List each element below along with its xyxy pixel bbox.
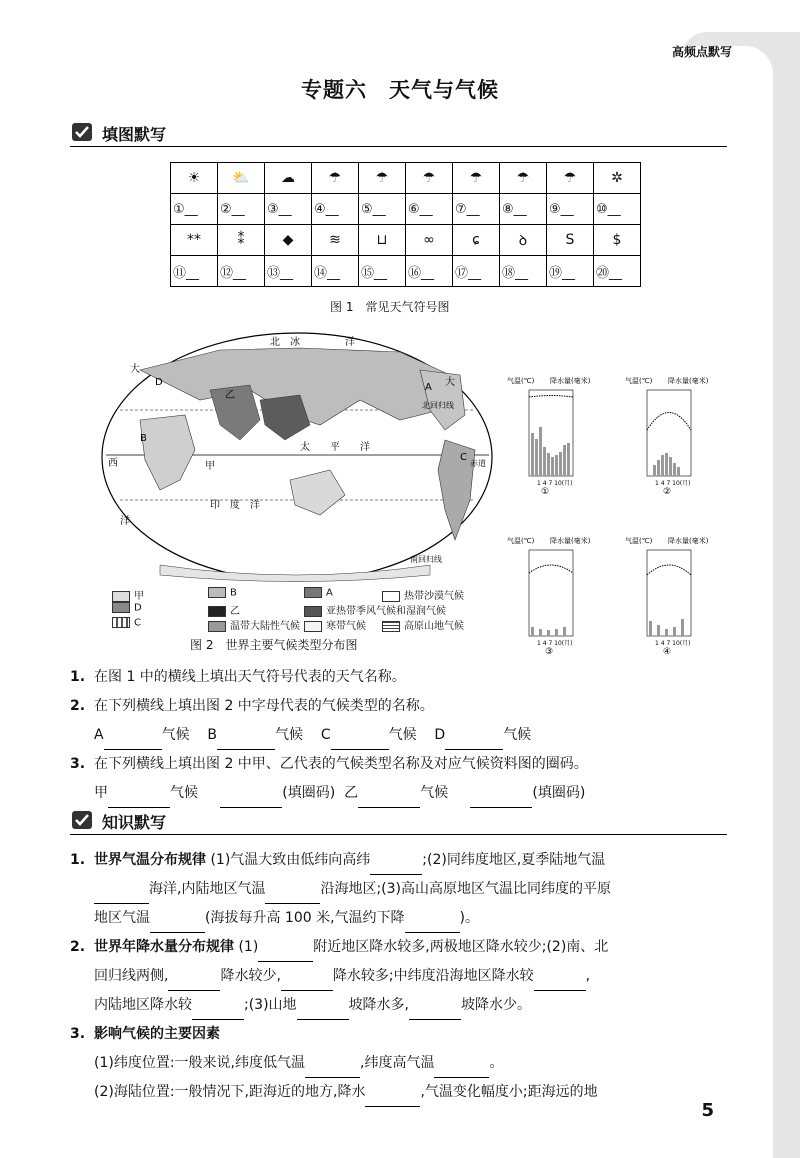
legend-item: 寒带气候	[304, 617, 366, 629]
chart-label: ③	[545, 647, 554, 655]
knowledge-2-cont: 回归线两侧, 降水较少, 降水较多;中纬度沿海地区降水较 ,	[70, 962, 730, 991]
blank-row	[171, 194, 641, 225]
chart-axis-left-title: 气温(℃)	[507, 377, 535, 385]
legend-item: D	[112, 602, 142, 614]
blank-C[interactable]	[331, 733, 389, 750]
blank-k2-3[interactable]	[281, 974, 333, 991]
blank-yi-code[interactable]	[470, 791, 532, 808]
precip-bar	[657, 625, 660, 636]
floating-dust-icon: ⊔	[359, 225, 406, 256]
thunder-shower-icon: ☂	[500, 163, 547, 194]
blank-k2-4[interactable]	[534, 974, 586, 991]
precip-bar	[563, 627, 566, 636]
knowledge-2: 2. 世界年降水量分布规律 (1) 附近地区降水较多,两极地区降水较少;(2)南、北	[70, 933, 730, 962]
blank-k2-6[interactable]	[297, 1003, 349, 1020]
weather-symbol-table	[170, 162, 641, 287]
precip-bar	[661, 455, 664, 476]
section-fill-map	[70, 122, 727, 147]
chart-axis-left-title: 气温(℃)	[625, 537, 653, 545]
chart-axis-left-title: 气温(℃)	[625, 377, 653, 385]
blank-2[interactable]: ②__	[218, 194, 265, 225]
label-C: C	[460, 452, 467, 463]
legend-item: 温带大陆性气候	[208, 617, 300, 629]
header-label: 高频点默写	[671, 45, 732, 59]
label-arctic-ocean: 北 冰	[270, 337, 300, 348]
blank-17[interactable]: ⑰__	[453, 256, 500, 287]
question-1: 1. 在图 1 中的横线上填出天气符号代表的天气名称。	[70, 663, 730, 692]
chart-x-ticks: 1 4 7 10(月)	[655, 640, 691, 647]
chart-axis-right-title: 降水量(毫米)	[668, 537, 709, 545]
knowledge-1-cont2: 地区气温 (海拔每升高 100 米,气温约下降 )。	[70, 904, 730, 933]
label-big-east: 大	[445, 377, 455, 388]
moderate-rain-icon: ☂	[359, 163, 406, 194]
blank-16[interactable]: ⑯__	[406, 256, 453, 287]
legend-item: 乙	[208, 602, 240, 614]
rainstorm-icon: ☂	[453, 163, 500, 194]
question-number: 1.	[70, 669, 86, 685]
blank-7[interactable]: ⑦__	[453, 194, 500, 225]
blank-8[interactable]: ⑧__	[500, 194, 547, 225]
symbol-row	[171, 163, 641, 194]
section-title: 填图默写	[102, 125, 167, 144]
precip-bar	[653, 465, 656, 476]
precip-bar	[665, 453, 668, 476]
precip-bar	[559, 452, 562, 476]
blank-5[interactable]: ⑤__	[359, 194, 406, 225]
precip-bar	[539, 427, 542, 476]
blank-k1-2[interactable]	[94, 887, 149, 904]
knowledge-1: 1. 世界气温分布规律 (1)气温大致由低纬向高纬 ;(2)同纬度地区,夏季陆地气温	[70, 846, 730, 875]
blank-15[interactable]: ⑮__	[359, 256, 406, 287]
blank-k3-1[interactable]	[305, 1061, 360, 1078]
figure2-caption: 图 2 世界主要气候类型分布图	[190, 638, 358, 652]
precip-bar	[551, 457, 554, 476]
label-ocean: 洋	[345, 337, 355, 348]
climate-chart-2	[623, 375, 741, 495]
precip-bar	[567, 443, 570, 476]
heavy-snow-icon: ⁑	[218, 225, 265, 256]
chart-label: ①	[541, 487, 550, 495]
chart-frame	[647, 550, 691, 636]
blank-14[interactable]: ⑭__	[312, 256, 359, 287]
chart-axis-right-title: 降水量(毫米)	[550, 537, 591, 545]
partly-cloudy-icon: ⛅	[218, 163, 265, 194]
blank-18[interactable]: ⑱__	[500, 256, 547, 287]
blank-jia[interactable]	[108, 791, 170, 808]
sun-icon: ☀	[171, 163, 218, 194]
chart-axis-right-title: 降水量(毫米)	[668, 377, 709, 385]
question-3-line: 甲 气候 (填圈码) 乙 气候 (填圈码)	[70, 779, 730, 808]
precip-bar	[539, 629, 542, 636]
legend-item: B	[208, 587, 237, 599]
precip-bar	[673, 463, 676, 476]
cloudy-icon: ☁	[265, 163, 312, 194]
legend-item: 高原山地气候	[382, 617, 464, 629]
label-D: D	[155, 377, 163, 388]
light-snow-icon: ✲	[594, 163, 641, 194]
label-tropic-of-capricorn: 南回归线	[410, 555, 442, 564]
label-ocean-west: 洋	[120, 516, 130, 527]
precip-bar	[543, 447, 546, 476]
question-block	[70, 663, 730, 808]
blank-k2-5[interactable]	[192, 1003, 244, 1020]
question-number: 2.	[70, 698, 86, 714]
blank-20[interactable]: ⑳__	[594, 256, 641, 287]
legend-item: 热带沙漠气候	[382, 587, 464, 599]
checkmark-icon	[72, 811, 92, 829]
blank-3[interactable]: ③__	[265, 194, 312, 225]
hail-icon: ◆	[265, 225, 312, 256]
temperature-curve	[647, 413, 691, 431]
knowledge-3: 3. 影响气候的主要因素	[70, 1026, 220, 1042]
precip-bar	[531, 433, 534, 476]
chart-label: ②	[663, 487, 672, 495]
blank-9[interactable]: ⑨__	[547, 194, 594, 225]
heavy-rain-icon: ☂	[406, 163, 453, 194]
precip-bar	[657, 460, 660, 476]
blank-k2-2[interactable]	[168, 974, 220, 991]
world-climate-map	[100, 330, 495, 583]
page-title: 专题六 天气与气候	[301, 78, 499, 102]
blank-k1-4[interactable]	[150, 916, 205, 933]
precip-bar	[669, 457, 672, 476]
checkmark-icon	[72, 123, 92, 141]
precip-bar	[649, 621, 652, 636]
precip-bar	[547, 630, 550, 636]
question-2: 2. 在下列横线上填出图 2 中字母代表的气候类型的名称。	[70, 692, 730, 721]
label-west: 西	[108, 458, 118, 469]
label-jia: 甲	[205, 461, 215, 472]
moderate-snow-icon: **	[171, 225, 218, 256]
precip-bar	[673, 627, 676, 636]
blank-12[interactable]: ⑫__	[218, 256, 265, 287]
chart-frame	[529, 550, 573, 636]
blank-k3-3[interactable]	[365, 1090, 420, 1107]
blank-19[interactable]: ⑲__	[547, 256, 594, 287]
precip-bar	[535, 439, 538, 476]
symbol-row	[171, 225, 641, 256]
chart-x-ticks: 1 4 7 10(月)	[655, 480, 691, 487]
legend-item: C	[112, 617, 141, 629]
label-pacific: 太 平 洋	[300, 442, 370, 453]
label-equator: 赤道	[470, 459, 486, 468]
chart-x-ticks: 1 4 7 10(月)	[537, 640, 573, 647]
knowledge-block	[70, 846, 730, 1107]
blank-k1-5[interactable]	[405, 916, 460, 933]
temperature-curve	[647, 565, 691, 575]
question-3: 3. 在下列横线上填出图 2 中甲、乙代表的气候类型名称及对应气候资料图的圈码。	[70, 750, 730, 779]
section-title: 知识默写	[102, 813, 167, 832]
precip-bar	[665, 629, 668, 636]
figure1-caption: 图 1 常见天气符号图	[330, 300, 450, 314]
chart-x-ticks: 1 4 7 10(月)	[537, 480, 573, 487]
sleet-icon: ☂	[547, 163, 594, 194]
knowledge-3-item2: (2)海陆位置:一般情况下,距海近的地方,降水 ,气温变化幅度小;距海远的地	[70, 1078, 730, 1107]
blank-jia-code[interactable]	[220, 791, 282, 808]
blank-A[interactable]	[104, 733, 162, 750]
blank-4[interactable]: ④__	[312, 194, 359, 225]
sand-blowing-icon: ꝺ	[500, 225, 547, 256]
question-number: 3.	[70, 756, 86, 772]
sandstorm-icon: S	[547, 225, 594, 256]
precip-bar	[555, 629, 558, 636]
page-number: 5	[701, 1100, 714, 1121]
blank-k2-1[interactable]	[258, 945, 313, 962]
blank-1[interactable]: ①__	[171, 194, 218, 225]
haze-icon: ∞	[406, 225, 453, 256]
knowledge-3-item1: (1)纬度位置:一般来说,纬度低气温 ,纬度高气温 。	[70, 1049, 730, 1078]
blank-D[interactable]	[445, 733, 503, 750]
blank-11[interactable]: ⑪__	[171, 256, 218, 287]
label-indian-ocean: 印 度 洋	[210, 500, 260, 511]
precip-bar	[547, 453, 550, 476]
label-B: B	[140, 433, 147, 444]
chart-axis-left-title: 气温(℃)	[507, 537, 535, 545]
precip-bar	[555, 455, 558, 476]
blank-k3-2[interactable]	[434, 1061, 489, 1078]
blank-B[interactable]	[217, 733, 275, 750]
precip-bar	[531, 627, 534, 636]
temperature-curve	[529, 565, 573, 573]
label-big-west: 大	[130, 364, 140, 375]
blank-6[interactable]: ⑥__	[406, 194, 453, 225]
precip-bar	[677, 467, 680, 476]
precip-bar	[563, 445, 566, 476]
blank-k1-1[interactable]	[370, 858, 422, 875]
label-A: A	[425, 382, 432, 393]
strong-sandstorm-icon: $	[594, 225, 641, 256]
climate-chart-4	[623, 535, 741, 655]
fog-icon: ≋	[312, 225, 359, 256]
blank-k2-7[interactable]	[409, 1003, 461, 1020]
blank-k1-3[interactable]	[265, 887, 320, 904]
label-yi: 乙	[225, 390, 235, 401]
blank-10[interactable]: ⑩__	[594, 194, 641, 225]
legend-item: 亚热带季风气候和湿润气候	[304, 602, 446, 614]
label-tropic-of-cancer: 北回归线	[422, 401, 454, 410]
climate-chart-1	[505, 375, 623, 495]
light-rain-icon: ☂	[312, 163, 359, 194]
climate-chart-3	[505, 535, 623, 655]
knowledge-2-cont2: 内陆地区降水较 ;(3)山地 坡降水多, 坡降水少。	[70, 991, 730, 1020]
blank-13[interactable]: ⑬__	[265, 256, 312, 287]
blank-row	[171, 256, 641, 287]
question-2-line: A 气候 B 气候 C 气候 D 气候	[70, 721, 730, 750]
chart-label: ④	[663, 647, 672, 655]
typhoon-icon: ɕ	[453, 225, 500, 256]
legend-item: A	[304, 587, 333, 599]
precip-bar	[681, 619, 684, 636]
knowledge-1-cont: 海洋,内陆地区气温 沿海地区;(3)高山高原地区气温比同纬度的平原	[70, 875, 730, 904]
section-knowledge	[70, 810, 727, 835]
legend-item: 甲	[112, 587, 144, 599]
chart-axis-right-title: 降水量(毫米)	[550, 377, 591, 385]
blank-yi[interactable]	[358, 791, 420, 808]
temperature-curve	[529, 396, 573, 398]
